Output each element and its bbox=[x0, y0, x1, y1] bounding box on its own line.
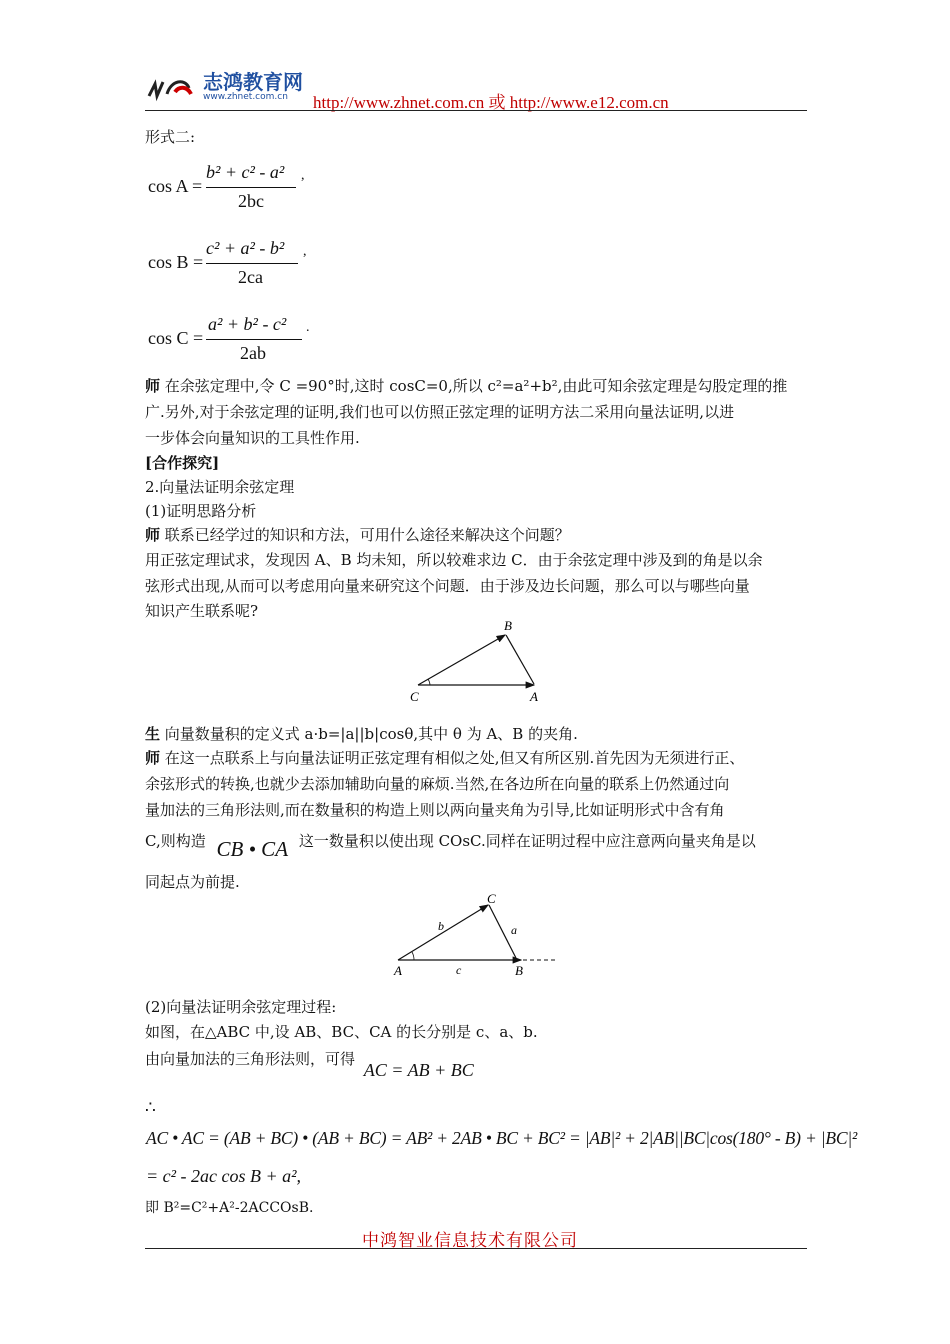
paragraph-6-line-1: 如图，在△ABC 中,设 AB、BC、CA 的长分别是 c、a、b. bbox=[145, 1023, 538, 1041]
vertex-label: B bbox=[515, 963, 523, 978]
vertex-label: C bbox=[487, 891, 496, 906]
form2-label: 形式二: bbox=[145, 128, 196, 146]
formula-lhs: cos C = bbox=[148, 328, 204, 348]
therefore-symbol: ∴ bbox=[145, 1098, 156, 1118]
fraction-bar bbox=[206, 339, 302, 340]
formula-lhs: cos B = bbox=[148, 252, 204, 272]
paragraph-3-line-1: 用正弦定理试求，发现因 A、B 均未知，所以较难求边 C．由于余弦定理中涉及到的角是以余 bbox=[145, 551, 763, 569]
formula-denominator: 2ca bbox=[238, 267, 263, 287]
vector-product-CB-CA: CB • CA bbox=[216, 837, 289, 861]
speaker-label: 师 bbox=[145, 377, 161, 395]
fraction-bar bbox=[206, 187, 296, 188]
formula-cosC bbox=[148, 312, 328, 368]
vertex-label: C bbox=[410, 689, 419, 704]
paragraph-5-line-1: 师 在这一点联系上与向量法证明正弦定理有相似之处,但又有所区别.首先因为无须进行正、 bbox=[145, 749, 745, 767]
paragraph-5-line-5: 同起点为前提. bbox=[145, 873, 240, 891]
subheading-2-2: (2)向量法证明余弦定理过程: bbox=[145, 998, 337, 1016]
paragraph-6-line-2: 由向量加法的三角形法则，可得 AC = AB + BC bbox=[145, 1050, 474, 1080]
formula-tail: , bbox=[301, 168, 305, 183]
paragraph-5-line-4: C,则构造 CB • CA 这一数量积以使出现 COsC.同样在证明过程中应注意两向量夹角是以 bbox=[145, 832, 756, 861]
formula-numerator: a² + b² - c² bbox=[208, 314, 287, 334]
side-label: a bbox=[511, 923, 517, 937]
paragraph-2-line-1: 师 联系已经学过的知识和方法，可用什么途径来解决这个问题？ bbox=[145, 526, 570, 544]
formula-tail: . bbox=[306, 320, 310, 335]
section-title: [合作探究] bbox=[145, 454, 220, 472]
site-logo[interactable] bbox=[145, 66, 313, 108]
logo-mark-icon bbox=[145, 70, 205, 106]
footer-rule bbox=[145, 1248, 807, 1249]
speaker-label: 师 bbox=[145, 526, 161, 544]
logo-text: 志鸿教育网 bbox=[203, 70, 303, 94]
formula-denominator: 2ab bbox=[240, 343, 266, 363]
vertex-label: A bbox=[394, 963, 402, 978]
paragraph-4-line-1: 生 向量数量积的定义式 a·b=|a||b|cosθ,其中 θ 为 A、B 的夹角. bbox=[145, 725, 578, 743]
footer-company: 中鸿智业信息技术有限公司 bbox=[362, 1231, 578, 1251]
paragraph-1-line-1: 师 在余弦定理中,令 C =90°时,这时 cosC=0,所以 c²=a²+b²,由此可知余弦定理是勾股定理的推 bbox=[145, 377, 788, 395]
formula-denominator: 2bc bbox=[238, 191, 264, 211]
speaker-label: 师 bbox=[145, 749, 161, 767]
vertex-label: A bbox=[530, 689, 538, 704]
header-rule bbox=[145, 110, 807, 111]
formula-numerator: c² + a² - b² bbox=[206, 238, 285, 258]
triangle-figure-2 bbox=[388, 888, 563, 983]
fraction-bar bbox=[206, 263, 298, 264]
paragraph-3-line-3: 知识产生联系呢? bbox=[145, 602, 259, 620]
side-label: c bbox=[456, 963, 462, 977]
formula-tail: , bbox=[303, 244, 307, 259]
vertex-label: B bbox=[504, 618, 512, 633]
triangle-figure-1 bbox=[400, 615, 560, 710]
formula-lhs: cos A = bbox=[148, 176, 203, 196]
formula-cosB bbox=[148, 236, 328, 292]
paragraph-1-line-2: 广.另外,对于余弦定理的证明,我们也可以仿照正弦定理的证明方法二采用向量法证明,以进 bbox=[145, 403, 735, 421]
logo-url: www.zhnet.com.cn bbox=[203, 92, 288, 102]
formula-cosA bbox=[148, 160, 328, 216]
formula-numerator: b² + c² - a² bbox=[206, 162, 285, 182]
subheading-2-1: (1)证明思路分析 bbox=[145, 502, 257, 520]
subheading-2: 2.向量法证明余弦定理 bbox=[145, 478, 295, 496]
equation-result: = c² - 2ac cos B + a², bbox=[146, 1166, 302, 1186]
paragraph-1-line-3: 一步体会向量知识的工具性作用. bbox=[145, 429, 360, 447]
speaker-label: 生 bbox=[145, 725, 161, 743]
paragraph-5-line-3: 量加法的三角形法则,而在数量积的构造上则以两向量夹角为引导,比如证明形式中含有角 bbox=[145, 801, 725, 819]
long-vector-equation: AC • AC = (AB + BC) • (AB + BC) = AB² + 2AB • BC + BC² = |AB|² + 2|AB||BC|cos(180° - B) + |BC|² bbox=[146, 1128, 857, 1148]
final-line: 即 B²=C²+A²-2ACCOsB. bbox=[145, 1200, 314, 1216]
paragraph-3-line-2: 弦形式出现,从而可以考虑用向量来研究这个问题．由于涉及边长问题，那么可以与哪些向量 bbox=[145, 577, 750, 595]
paragraph-5-line-2: 余弦形式的转换,也就少去添加辅助向量的麻烦.当然,在各边所在向量的联系上仍然通过向 bbox=[145, 775, 730, 793]
vector-equation: AC = AB + BC bbox=[363, 1060, 474, 1080]
side-label: b bbox=[438, 919, 444, 933]
header-links[interactable]: http://www.zhnet.com.cn 或 http://www.e12.com.cn bbox=[313, 93, 669, 112]
